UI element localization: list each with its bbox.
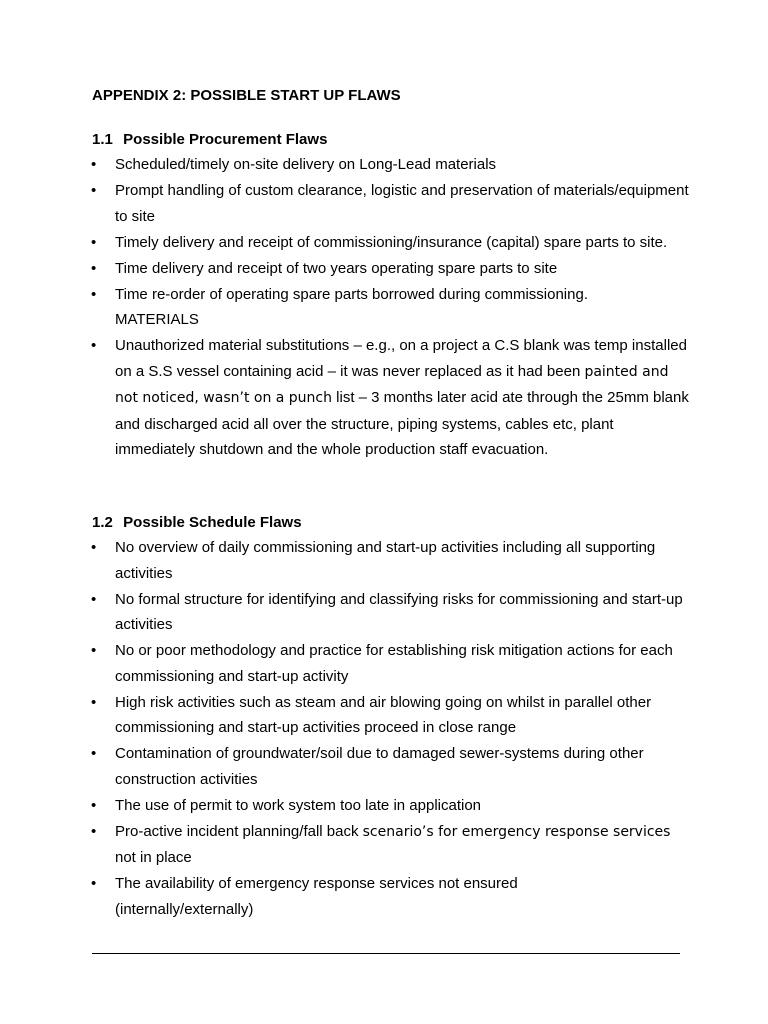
list-item <box>92 333 692 463</box>
list-item: • Prompt handling of custom clearance, logistic and preservation of materials/equipment to site <box>92 178 692 229</box>
list-item-text: list – 3 months later acid ate through the 25mm blank and discharged acid all over the structure, piping systems, cables etc, plant immediately shutdown and the whole production staff evacuation. <box>115 389 689 458</box>
list-item: • No or poor methodology and practice for establishing risk mitigation actions for each commissioning and start-up activity <box>92 638 692 689</box>
bullet-list <box>92 535 692 922</box>
list-item: • The availability of emergency response services not ensured (internally/externally) <box>92 871 575 922</box>
section-schedule-flaws <box>92 510 692 923</box>
list-item-text: painted and not noticed, wasn’t on a punch <box>115 363 669 406</box>
list-item: • The use of permit to work system too late in application <box>92 793 692 819</box>
list-item-text: Pro-active incident planning/fall back <box>115 822 363 840</box>
list-item-text: Unauthorized material substitutions – e.g., on a project a C.S blank was temp installed on a S.S vessel containing acid – it was never replaced as it had been <box>115 337 687 380</box>
list-item: • High risk activities such as steam and air blowing going on whilst in parallel other commissioning and start-up activities proceed in close range <box>92 690 692 741</box>
list-item: • Time delivery and receipt of two years operating spare parts to site <box>92 256 692 282</box>
section-heading <box>92 510 692 535</box>
section-title: Possible Schedule Flaws <box>123 514 302 531</box>
bullet-list <box>92 152 692 463</box>
list-item: • No formal structure for identifying and classifying risks for commissioning and start-up activities <box>92 587 692 638</box>
document-title: APPENDIX 2: POSSIBLE START UP FLAWS <box>92 87 401 104</box>
list-item: • Timely delivery and receipt of commissioning/insurance (capital) spare parts to site. <box>92 230 692 256</box>
list-item-text: scenario’s for emergency response services <box>362 823 671 840</box>
section-number: 1.1 <box>92 131 113 148</box>
list-item: • Contamination of groundwater/soil due to damaged sewer-systems during other construction activities <box>92 741 692 792</box>
list-item: • No overview of daily commissioning and start-up activities including all supporting activities <box>92 535 692 586</box>
section-number: 1.2 <box>92 514 113 531</box>
section-title: Possible Procurement Flaws <box>123 131 328 148</box>
list-item <box>92 282 615 333</box>
list-item-text: not in place <box>115 849 192 866</box>
list-item: • Scheduled/timely on-site delivery on Long-Lead materials <box>92 152 692 178</box>
section-procurement-flaws <box>92 127 692 463</box>
footer-divider <box>92 953 680 954</box>
section-heading <box>92 127 692 152</box>
list-item <box>92 819 692 871</box>
list-item-text: Time re-order of operating spare parts borrowed during commissioning. MATERIALS <box>115 285 588 328</box>
